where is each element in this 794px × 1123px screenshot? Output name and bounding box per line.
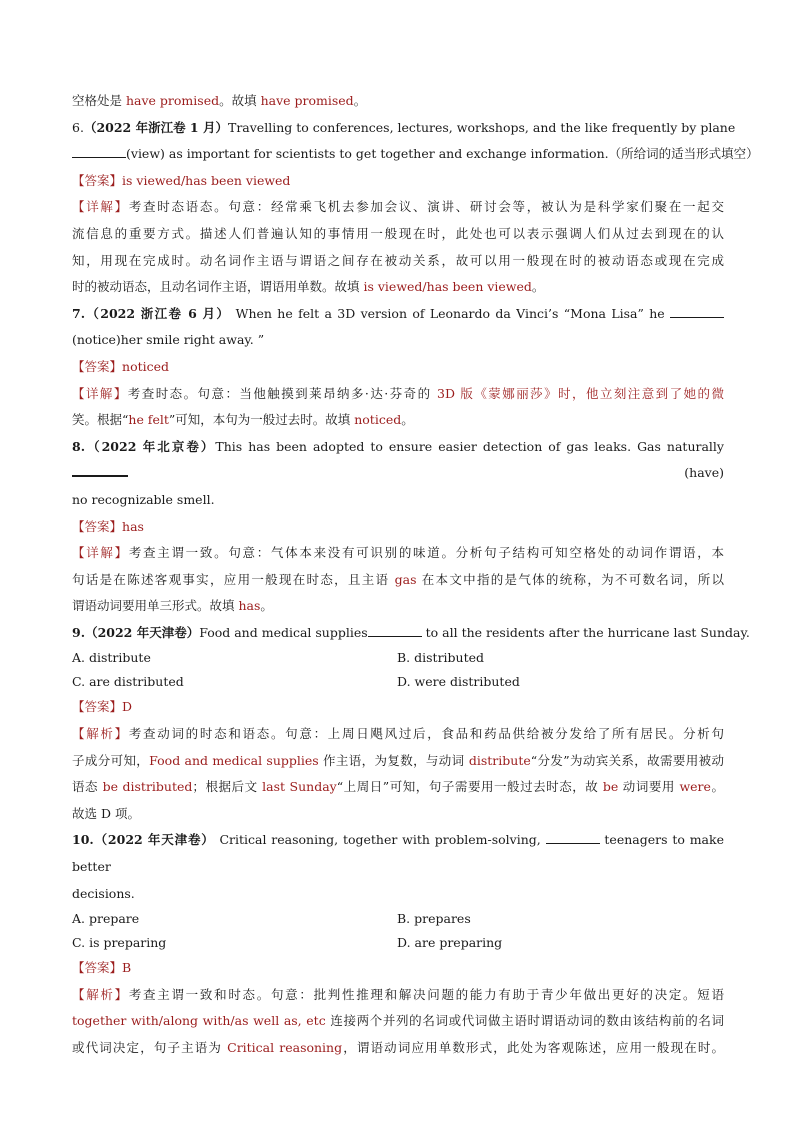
question-stem <box>72 115 736 142</box>
question-10 <box>72 827 724 1061</box>
answer-line <box>72 955 724 982</box>
explanation-text: 。 <box>260 598 273 614</box>
question-text: to all the residents after the hurricane last Sunday. <box>425 624 750 640</box>
explanation-highlight: 3D 版《蒙娜丽莎》时，他立刻注意到了她的微 <box>437 385 724 401</box>
explanation-highlight: Food and medical supplies <box>149 752 319 768</box>
option-c: C. is preparing <box>72 935 167 951</box>
question-8 <box>72 434 724 620</box>
explanation-highlight: distribute <box>468 752 531 768</box>
explanation-answer: noticed <box>354 412 402 428</box>
explanation-text: ”可知，本句为一般过去时。故填 <box>168 412 355 428</box>
explanation-label: 【详解】 <box>72 385 128 401</box>
option-d: D. were distributed <box>397 674 520 690</box>
answer-label: 【答案】 <box>72 699 123 715</box>
option-b: B. prepares <box>397 911 471 927</box>
option-row <box>72 670 724 694</box>
question-stem <box>72 434 724 487</box>
explanation-text: 语态 <box>72 779 103 795</box>
explanation-highlight: were <box>679 779 711 795</box>
answer-label: 【答案】 <box>72 358 123 374</box>
explanation-text: 笑。根据“ <box>72 412 129 428</box>
explanation-text: “分发”为动宾关系，故需要用被动 <box>530 752 724 768</box>
answer-line <box>72 168 724 195</box>
explanation-label: 【解析】 <box>72 726 129 742</box>
answer-line <box>72 514 724 541</box>
option-row <box>72 907 724 931</box>
question-text: teenagers to make better <box>72 832 724 875</box>
question-text: (view) as important for scientists to get together and exchange information. <box>126 146 609 162</box>
explanation-text: 考查主谓一致和时态。句意：批判性推理和解决问题的能力有助于青少年做出更好的决定。短语 <box>128 986 724 1002</box>
answer-value: has <box>122 518 144 534</box>
question-number: 8. <box>72 438 86 454</box>
explanation-highlight: be distributed <box>102 779 193 795</box>
explanation-line <box>72 748 724 775</box>
explanation-highlight: last Sunday <box>262 779 337 795</box>
explanation-text: 或代词决定，句子主语为 <box>72 1040 228 1055</box>
explanation-line <box>72 1035 724 1062</box>
question-9 <box>72 620 750 828</box>
answer-value: noticed <box>122 358 170 374</box>
question-text: decisions. <box>72 885 135 901</box>
intro-line <box>72 88 724 115</box>
explanation-text: ，谓语动词应用单数形式，此处为客观陈述，应用一般现在时。 <box>342 1040 724 1055</box>
question-text: When he felt a 3D version of Leonardo da Vinci’s “Mona Lisa” he <box>235 305 665 321</box>
explanation-highlight: Critical reasoning <box>227 1040 343 1055</box>
explanation-line <box>72 593 724 620</box>
answer-line <box>72 694 724 721</box>
answer-blank <box>72 463 128 477</box>
explanation-line <box>72 721 724 748</box>
explanation-label: 【解析】 <box>72 986 129 1002</box>
option-c: C. are distributed <box>72 674 184 690</box>
explanation-label: 【详解】 <box>72 199 129 215</box>
explanation-text: ；根据后文 <box>192 779 263 795</box>
explanation-highlight: he felt <box>128 412 169 428</box>
explanation-line <box>72 982 724 1009</box>
question-hint: （所给词的适当形式填空） <box>608 146 759 162</box>
question-text: (notice)her smile right away. ” <box>72 332 265 348</box>
explanation-line <box>72 540 724 567</box>
explanation-highlight: be <box>602 779 619 795</box>
question-text: (have) <box>684 465 724 481</box>
explanation-text: 句话是在陈述客观事实，应用一般现在时态，且主语 <box>72 571 395 587</box>
explanation-line <box>72 274 724 301</box>
question-number: 6. <box>72 119 84 135</box>
explanation-line <box>72 194 724 221</box>
answer-value: B <box>122 960 132 976</box>
explanation-text: 考查时态语态。句意：经常乘飞机去参加会议、演讲、研讨会等，被认为是科学家们聚在一起交 <box>128 199 724 215</box>
question-stem <box>72 827 724 880</box>
question-stem <box>72 141 759 168</box>
answer-blank <box>72 145 126 158</box>
answer-line <box>72 354 724 381</box>
explanation-text: 谓语动词要用单三形式。故填 <box>72 598 239 614</box>
question-stem <box>72 327 724 354</box>
intro-text: 。故填 <box>219 93 261 108</box>
explanation-text: 在本文中指的是气体的统称，为不可数名词，所以 <box>416 571 724 587</box>
explanation-text: 考查动词的时态和语态。句意：上周日飓风过后，食品和药品供给被分发给了所有居民。分析句 <box>128 726 724 742</box>
explanation-text: 。 <box>401 412 414 428</box>
explanation-text: 故选 D 项。 <box>72 805 140 821</box>
explanation-label: 【详解】 <box>72 545 129 561</box>
question-6 <box>72 115 759 301</box>
question-7 <box>72 301 724 434</box>
answer-blank <box>546 831 600 844</box>
question-source: （2022 年天津卷） <box>93 832 215 848</box>
question-source: （2022 年浙江卷 1 月） <box>83 119 228 135</box>
option-d: D. are preparing <box>397 935 503 951</box>
explanation-line <box>72 1008 724 1035</box>
answer-value: is viewed/has been viewed <box>122 172 291 188</box>
intro-answer: have promised <box>260 93 354 108</box>
answer-label: 【答案】 <box>72 960 123 976</box>
question-text: Travelling to conferences, lectures, workshops, and the like frequently by plane <box>227 119 736 135</box>
intro-text: 空格处是 <box>72 93 126 108</box>
option-row <box>72 931 724 955</box>
question-text: no recognizable smell. <box>72 491 215 507</box>
explanation-highlight: together with/along with/as well as, etc <box>72 1013 326 1029</box>
question-source: （2022 年北京卷） <box>85 438 216 454</box>
question-stem <box>72 301 724 328</box>
explanation-line <box>72 567 724 594</box>
answer-value: D <box>122 699 133 715</box>
explanation-text: 时的被动语态，且动名词作主语，谓语用单数。故填 <box>72 279 364 295</box>
question-stem <box>72 881 724 908</box>
question-text: Food and medical supplies <box>199 624 368 640</box>
option-b: B. distributed <box>397 650 485 666</box>
explanation-text: 流信息的重要方式。描述人们普遍认知的事情用一般现在时，此处也可以表示强调人们从过去到现在的认 <box>72 225 724 241</box>
question-stem <box>72 487 724 514</box>
explanation-text: “上周日”可知，句子需要用一般过去时态，故 <box>336 779 603 795</box>
question-source: （2022 浙江卷 6 月） <box>85 305 231 321</box>
question-number: 9. <box>72 624 86 640</box>
explanation-text: 考查主谓一致。句意：气体本来没有可识别的味道。分析句子结构可知空格处的动词作谓语，本 <box>128 545 724 561</box>
question-stem <box>72 620 750 647</box>
explanation-text: 子成分可知， <box>72 752 150 768</box>
option-row <box>72 646 724 670</box>
explanation-line <box>72 801 724 828</box>
answer-blank <box>368 624 422 637</box>
explanation-line <box>72 407 724 434</box>
explanation-line <box>72 774 724 801</box>
option-a: A. distribute <box>72 650 151 666</box>
intro-text: 。 <box>353 93 367 108</box>
explanation-answer: is viewed/has been viewed <box>363 279 532 295</box>
question-number: 10. <box>72 832 94 848</box>
question-text: This has been adopted to ensure easier detection of gas leaks. Gas naturally <box>215 438 724 454</box>
explanation-text: 作主语，为复数，与动词 <box>318 752 469 768</box>
intro-answer: have promised <box>125 93 220 108</box>
document-page <box>72 88 759 1062</box>
explanation-answer: has <box>238 598 261 614</box>
explanation-highlight: gas <box>394 571 417 587</box>
explanation-text: 考查时态。句意：当他触摸到莱昂纳多·达·芬奇的 <box>127 385 437 401</box>
explanation-text: 。 <box>531 279 545 295</box>
answer-blank <box>670 305 724 318</box>
answer-label: 【答案】 <box>72 172 123 188</box>
explanation-text: 知，用现在完成时。动名词作主语与谓语之间存在被动关系，故可以用一般现在时的被动语态或现在完成 <box>72 252 724 268</box>
explanation-line <box>72 248 724 275</box>
question-number: 7. <box>72 305 86 321</box>
explanation-text: 动词要用 <box>618 779 680 795</box>
question-text: Critical reasoning, together with problem-solving, <box>219 832 541 848</box>
question-source: （2022 年天津卷） <box>85 624 200 640</box>
option-a: A. prepare <box>72 911 140 927</box>
answer-label: 【答案】 <box>72 518 123 534</box>
explanation-text: 。 <box>710 779 724 795</box>
explanation-line <box>72 221 724 248</box>
explanation-line <box>72 381 724 408</box>
explanation-text: 连接两个并列的名词或代词做主语时谓语动词的数由该结构前的名词 <box>325 1013 724 1029</box>
